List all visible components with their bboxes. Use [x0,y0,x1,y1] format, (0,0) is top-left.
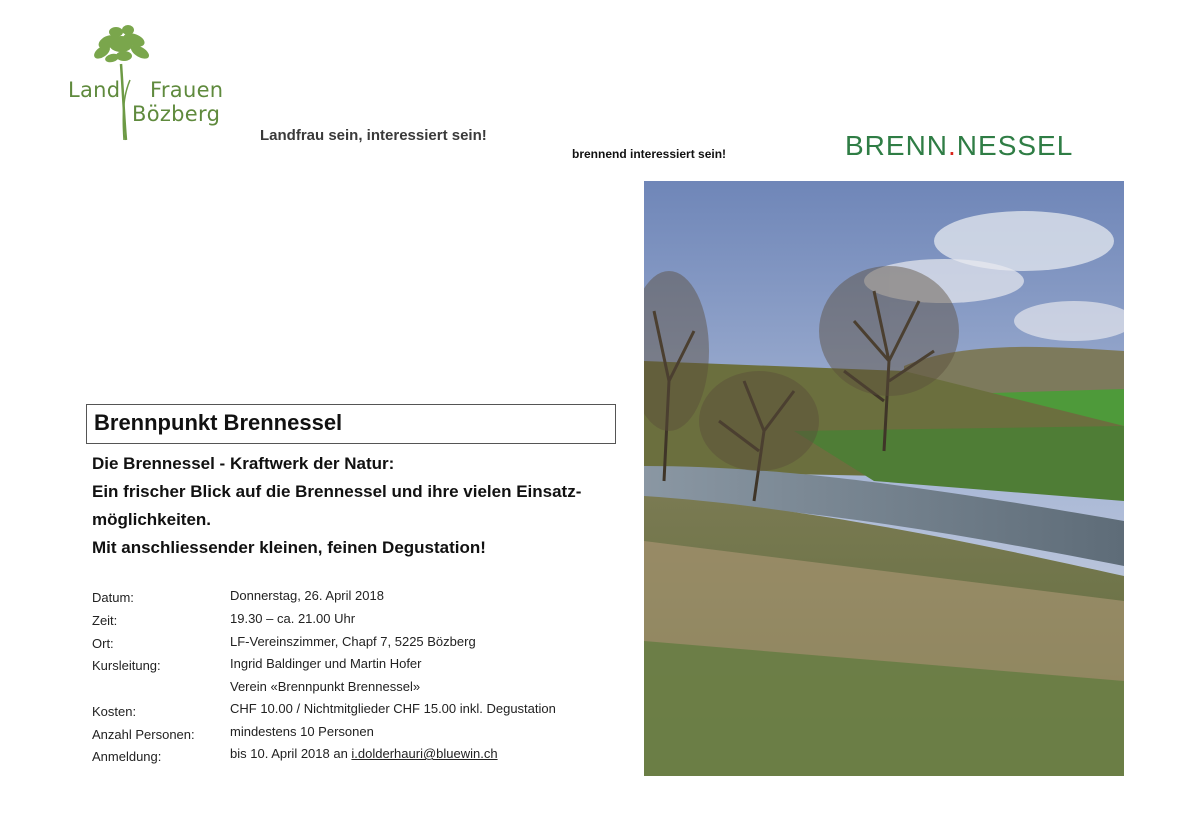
brand-wordmark [845,130,1073,162]
detail-label-kursleitung: Kursleitung: [92,658,161,673]
detail-label-anmeldung: Anmeldung: [92,749,162,764]
logo-word-land: Land [68,78,121,102]
landfrauen-logo [66,22,246,147]
event-title: Brennpunkt Brennessel [94,410,343,435]
detail-label-datum: Datum: [92,590,134,605]
detail-value-zeit: 19.30 – ca. 21.00 Uhr [230,611,356,626]
detail-label-zeit: Zeit: [92,613,118,628]
tagline: Landfrau sein, interessiert sein! [260,127,487,144]
detail-value-datum: Donnerstag, 26. April 2018 [230,588,384,603]
brand-part-1: BRENN [845,130,949,161]
brand-part-2: NESSEL [956,130,1074,161]
subtitle-line: möglichkeiten. [92,510,212,529]
detail-value-verein: Verein «Brennpunkt Brennessel» [230,679,421,694]
brand-dot: . [948,130,957,161]
detail-label-kosten: Kosten: [92,704,137,719]
anmeldung-text: bis 10. April 2018 an [230,746,352,761]
detail-value-kosten: CHF 10.00 / Nichtmitglieder CHF 15.00 inkl. Degustation [230,701,556,716]
detail-value-anzahl: mindestens 10 Personen [230,724,374,739]
detail-label-ort: Ort: [92,636,114,651]
detail-value-anmeldung [230,746,498,761]
logo-word-place: Bözberg [132,102,221,126]
landscape-photo [644,181,1124,776]
detail-label-anzahl: Anzahl Personen: [92,727,195,742]
tagline-secondary: brennend interessiert sein! [572,147,727,161]
detail-value-ort: LF-Vereinszimmer, Chapf 7, 5225 Bözberg [230,634,476,649]
logo-word-frauen: Frauen [150,78,224,102]
subtitle-line: Ein frischer Blick auf die Brennessel und ihre vielen Einsatz- [92,482,582,501]
subtitle-line: Mit anschliessender kleinen, feinen Degustation! [92,538,486,557]
detail-value-kursleitung: Ingrid Baldinger und Martin Hofer [230,656,422,671]
subtitle-line: Die Brennessel - Kraftwerk der Natur: [92,454,395,473]
email-link[interactable]: i.dolderhauri@bluewin.ch [351,746,498,761]
